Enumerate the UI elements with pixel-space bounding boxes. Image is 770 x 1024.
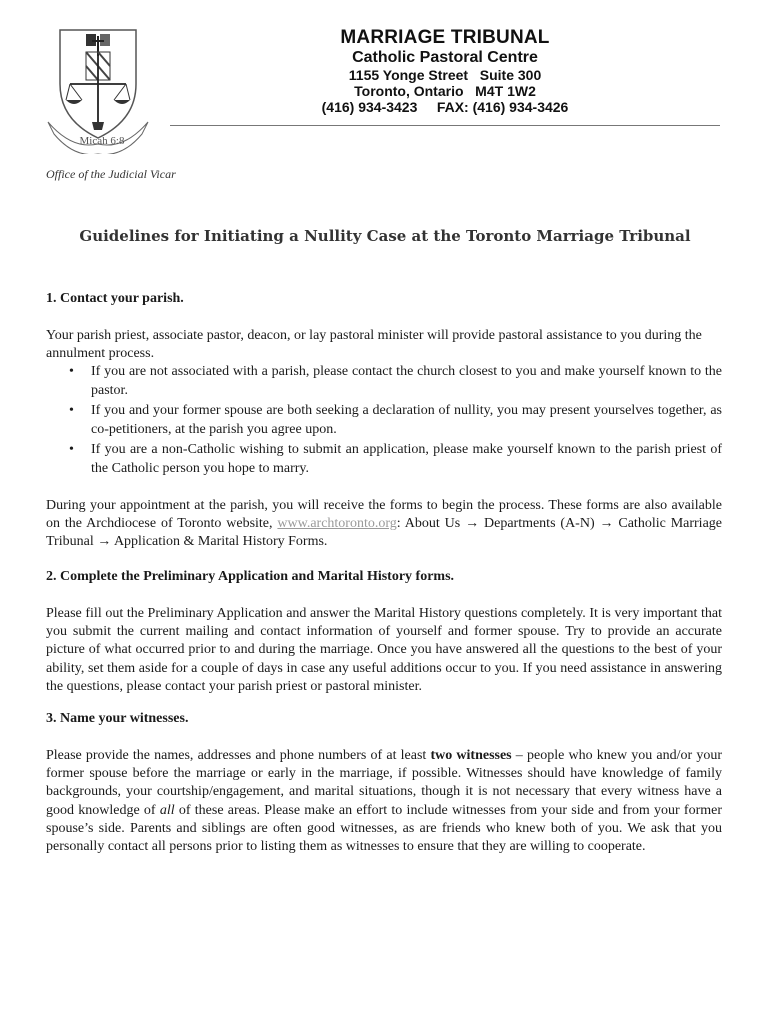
header-divider [170, 125, 720, 126]
city-address: Toronto, Ontario M4T 1W2 [354, 83, 536, 99]
witness-text-3: of these areas. Please make an effort to include witnesses from your side and from your former spouse’s side. Parents and siblings are often good witnesses, as are friends who knew both of you. We ask that you personally contact all persons prior to listing them as witnesses to ensure that they are willing to cooperate. [46, 802, 723, 855]
section-1-forms-paragraph [46, 497, 722, 552]
section-1-bullet-list [66, 362, 722, 478]
section-3-heading: 3. Name your witnesses. [46, 711, 189, 726]
bullet-icon: • [69, 402, 74, 418]
letterhead-block [300, 27, 590, 115]
motto-ribbon-text: Micah 6:8 [79, 135, 125, 147]
two-witnesses-emphasis: two witnesses [430, 748, 512, 763]
section-1-intro: Your parish priest, associate pastor, deacon, or lay pastoral minister will provide pastoral assistance to you during the annulment process. [46, 328, 702, 362]
bullet-text: If you are a non-Catholic wishing to submit an application, please make yourself known to the parish priest of the Catholic person you hope to marry. [91, 441, 722, 477]
bullet-icon: • [69, 364, 74, 379]
archtoronto-link[interactable]: www.archtoronto.org [277, 516, 397, 532]
bullet-icon: • [69, 441, 74, 457]
section-2-paragraph: Please fill out the Preliminary Application and answer the Marital History questions completely. It is very important that you submit the current mailing and contact information of yourself and former spouse. Try to provide an accurate picture of what occurred prior to and during the marriage. Once you have answered all the questions to the best of your ability, set them aside for a couple of days in case any useful additions occur to you. If you need assistance in answering the questions, please contact your parish priest or pastoral minister. [46, 606, 722, 694]
list-item [66, 440, 722, 479]
forms-text-post: : About Us → Departments (A-N) → Catholic Marriage Tribunal → Application & Marital History Forms. [46, 516, 722, 550]
witness-text-1: Please provide the names, addresses and phone numbers of at least [46, 748, 431, 763]
section-1-heading: 1. Contact your parish. [46, 291, 184, 306]
section-2-heading: 2. Complete the Preliminary Application and Marital History forms. [46, 569, 455, 584]
all-emphasis: all [159, 802, 175, 818]
phone-fax: (416) 934-3423 FAX: (416) 934-3426 [321, 99, 569, 115]
centre-name: Catholic Pastoral Centre [352, 49, 538, 66]
witness-text-2: – people who knew you and/or your former spouse before the marriage or early in the marriage, if possible. Witnesses should have knowledge of family backgrounds, your courtship/engagement, and marital situations, though it is not necessary that every witness have a good knowledge of [46, 748, 722, 818]
tribunal-name: MARRIAGE TRIBUNAL [340, 27, 550, 48]
list-item [66, 362, 722, 401]
forms-text-pre: During your appointment at the parish, you will receive the forms to begin the process. These forms are also available on the Archdiocese of Toronto website, [46, 498, 722, 532]
office-subtitle: Office of the Judicial Vicar [46, 167, 176, 181]
list-item [66, 401, 722, 440]
bullet-text: If you are not associated with a parish, please contact the church closest to you and make yourself known to the pastor. [91, 364, 722, 399]
section-3-paragraph [46, 747, 722, 856]
document-title: Guidelines for Initiating a Nullity Case at the Toronto Marriage Tribunal [79, 227, 691, 245]
bullet-text: If you and your former spouse are both seeking a declaration of nullity, you may present yourselves together, as co-petitioners, at the parish you agree upon. [91, 402, 722, 438]
street-address: 1155 Yonge Street Suite 300 [348, 67, 542, 83]
